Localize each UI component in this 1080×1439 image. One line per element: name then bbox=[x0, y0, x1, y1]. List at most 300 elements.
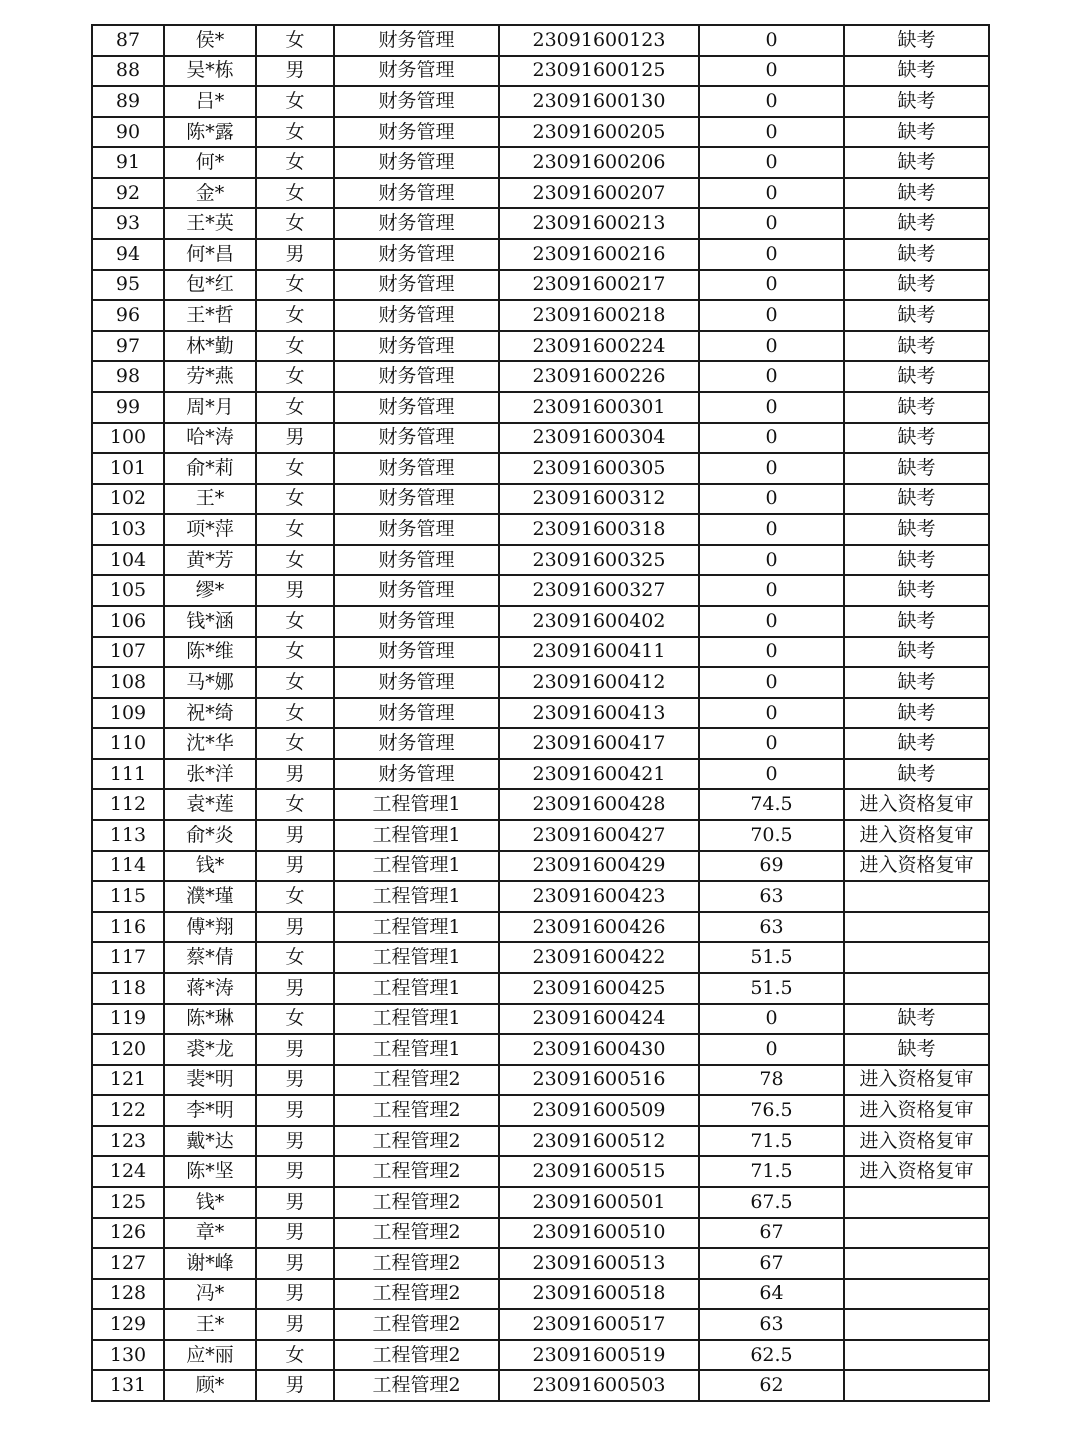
position-cell: 财务管理 bbox=[334, 25, 499, 56]
gender-cell: 女 bbox=[256, 606, 334, 637]
candidate-name-cell: 傅*翔 bbox=[164, 912, 256, 943]
candidate-name-cell: 陈*露 bbox=[164, 117, 256, 148]
score-cell: 0 bbox=[699, 239, 844, 270]
remark-cell: 缺考 bbox=[844, 728, 989, 759]
exam-id-cell: 23091600424 bbox=[499, 1004, 699, 1035]
row-number-cell: 127 bbox=[92, 1248, 164, 1279]
gender-cell: 男 bbox=[256, 1218, 334, 1249]
score-cell: 0 bbox=[699, 178, 844, 209]
remark-cell: 缺考 bbox=[844, 117, 989, 148]
table-row bbox=[92, 239, 989, 270]
candidate-name-cell: 黄*芳 bbox=[164, 545, 256, 576]
candidate-name-cell: 冯* bbox=[164, 1279, 256, 1310]
gender-cell: 男 bbox=[256, 1309, 334, 1340]
row-number-cell: 119 bbox=[92, 1004, 164, 1035]
gender-cell: 女 bbox=[256, 361, 334, 392]
gender-cell: 男 bbox=[256, 1065, 334, 1096]
score-cell: 0 bbox=[699, 270, 844, 301]
exam-id-cell: 23091600425 bbox=[499, 973, 699, 1004]
row-number-cell: 98 bbox=[92, 361, 164, 392]
row-number-cell: 129 bbox=[92, 1309, 164, 1340]
exam-id-cell: 23091600205 bbox=[499, 117, 699, 148]
gender-cell: 男 bbox=[256, 1126, 334, 1157]
exam-id-cell: 23091600516 bbox=[499, 1065, 699, 1096]
remark-cell: 缺考 bbox=[844, 178, 989, 209]
exam-id-cell: 23091600125 bbox=[499, 56, 699, 87]
position-cell: 财务管理 bbox=[334, 208, 499, 239]
score-cell: 78 bbox=[699, 1065, 844, 1096]
score-cell: 76.5 bbox=[699, 1095, 844, 1126]
score-cell: 0 bbox=[699, 759, 844, 790]
exam-id-cell: 23091600513 bbox=[499, 1248, 699, 1279]
score-cell: 0 bbox=[699, 423, 844, 454]
row-number-cell: 95 bbox=[92, 270, 164, 301]
candidate-name-cell: 缪* bbox=[164, 575, 256, 606]
score-cell: 0 bbox=[699, 637, 844, 668]
table-row bbox=[92, 1095, 989, 1126]
candidate-name-cell: 应*丽 bbox=[164, 1340, 256, 1371]
row-number-cell: 89 bbox=[92, 86, 164, 117]
remark-cell bbox=[844, 1309, 989, 1340]
exam-id-cell: 23091600517 bbox=[499, 1309, 699, 1340]
row-number-cell: 109 bbox=[92, 698, 164, 729]
position-cell: 财务管理 bbox=[334, 300, 499, 331]
remark-cell: 缺考 bbox=[844, 300, 989, 331]
exam-id-cell: 23091600503 bbox=[499, 1370, 699, 1401]
score-sheet bbox=[91, 24, 988, 1402]
score-cell: 67 bbox=[699, 1248, 844, 1279]
position-cell: 工程管理1 bbox=[334, 789, 499, 820]
exam-id-cell: 23091600423 bbox=[499, 881, 699, 912]
exam-id-cell: 23091600512 bbox=[499, 1126, 699, 1157]
position-cell: 财务管理 bbox=[334, 453, 499, 484]
score-cell: 69 bbox=[699, 851, 844, 882]
exam-id-cell: 23091600429 bbox=[499, 851, 699, 882]
candidate-name-cell: 王* bbox=[164, 1309, 256, 1340]
position-cell: 工程管理1 bbox=[334, 1034, 499, 1065]
candidate-name-cell: 王*英 bbox=[164, 208, 256, 239]
table-row bbox=[92, 1156, 989, 1187]
position-cell: 财务管理 bbox=[334, 423, 499, 454]
candidate-name-cell: 金* bbox=[164, 178, 256, 209]
position-cell: 工程管理1 bbox=[334, 1004, 499, 1035]
score-cell: 0 bbox=[699, 728, 844, 759]
candidate-name-cell: 裴*明 bbox=[164, 1065, 256, 1096]
candidate-name-cell: 王* bbox=[164, 484, 256, 515]
remark-cell: 缺考 bbox=[844, 575, 989, 606]
position-cell: 工程管理2 bbox=[334, 1218, 499, 1249]
position-cell: 财务管理 bbox=[334, 147, 499, 178]
score-cell: 51.5 bbox=[699, 942, 844, 973]
gender-cell: 男 bbox=[256, 239, 334, 270]
row-number-cell: 121 bbox=[92, 1065, 164, 1096]
gender-cell: 女 bbox=[256, 1340, 334, 1371]
exam-id-cell: 23091600217 bbox=[499, 270, 699, 301]
score-cell: 0 bbox=[699, 667, 844, 698]
table-row bbox=[92, 1309, 989, 1340]
candidate-name-cell: 蔡*倩 bbox=[164, 942, 256, 973]
score-cell: 63 bbox=[699, 1309, 844, 1340]
row-number-cell: 107 bbox=[92, 637, 164, 668]
table-row bbox=[92, 1065, 989, 1096]
gender-cell: 女 bbox=[256, 86, 334, 117]
table-row bbox=[92, 575, 989, 606]
table-row bbox=[92, 514, 989, 545]
row-number-cell: 102 bbox=[92, 484, 164, 515]
gender-cell: 男 bbox=[256, 851, 334, 882]
table-row bbox=[92, 423, 989, 454]
row-number-cell: 91 bbox=[92, 147, 164, 178]
remark-cell: 缺考 bbox=[844, 1004, 989, 1035]
score-cell: 62 bbox=[699, 1370, 844, 1401]
row-number-cell: 92 bbox=[92, 178, 164, 209]
score-cell: 67.5 bbox=[699, 1187, 844, 1218]
remark-cell: 进入资格复审 bbox=[844, 1156, 989, 1187]
exam-id-cell: 23091600426 bbox=[499, 912, 699, 943]
row-number-cell: 96 bbox=[92, 300, 164, 331]
score-cell: 64 bbox=[699, 1279, 844, 1310]
table-row bbox=[92, 1187, 989, 1218]
table-row bbox=[92, 973, 989, 1004]
gender-cell: 女 bbox=[256, 208, 334, 239]
table-row bbox=[92, 147, 989, 178]
remark-cell: 缺考 bbox=[844, 423, 989, 454]
table-row bbox=[92, 759, 989, 790]
score-cell: 0 bbox=[699, 392, 844, 423]
exam-id-cell: 23091600305 bbox=[499, 453, 699, 484]
remark-cell: 缺考 bbox=[844, 698, 989, 729]
gender-cell: 女 bbox=[256, 484, 334, 515]
gender-cell: 女 bbox=[256, 789, 334, 820]
exam-id-cell: 23091600312 bbox=[499, 484, 699, 515]
candidate-name-cell: 吴*栋 bbox=[164, 56, 256, 87]
exam-id-cell: 23091600304 bbox=[499, 423, 699, 454]
row-number-cell: 123 bbox=[92, 1126, 164, 1157]
remark-cell: 缺考 bbox=[844, 361, 989, 392]
score-cell: 0 bbox=[699, 545, 844, 576]
row-number-cell: 118 bbox=[92, 973, 164, 1004]
position-cell: 工程管理2 bbox=[334, 1248, 499, 1279]
exam-id-cell: 23091600130 bbox=[499, 86, 699, 117]
gender-cell: 男 bbox=[256, 1156, 334, 1187]
position-cell: 工程管理1 bbox=[334, 851, 499, 882]
candidate-name-cell: 俞*莉 bbox=[164, 453, 256, 484]
gender-cell: 男 bbox=[256, 759, 334, 790]
row-number-cell: 104 bbox=[92, 545, 164, 576]
score-cell: 0 bbox=[699, 514, 844, 545]
candidate-name-cell: 袁*莲 bbox=[164, 789, 256, 820]
table-row bbox=[92, 851, 989, 882]
gender-cell: 男 bbox=[256, 1370, 334, 1401]
position-cell: 工程管理1 bbox=[334, 912, 499, 943]
table-row bbox=[92, 1279, 989, 1310]
row-number-cell: 93 bbox=[92, 208, 164, 239]
candidate-name-cell: 哈*涛 bbox=[164, 423, 256, 454]
score-cell: 62.5 bbox=[699, 1340, 844, 1371]
position-cell: 财务管理 bbox=[334, 637, 499, 668]
position-cell: 财务管理 bbox=[334, 698, 499, 729]
gender-cell: 女 bbox=[256, 270, 334, 301]
remark-cell bbox=[844, 1340, 989, 1371]
gender-cell: 女 bbox=[256, 698, 334, 729]
exam-id-cell: 23091600509 bbox=[499, 1095, 699, 1126]
gender-cell: 女 bbox=[256, 178, 334, 209]
gender-cell: 男 bbox=[256, 423, 334, 454]
score-cell: 0 bbox=[699, 1034, 844, 1065]
table-row bbox=[92, 637, 989, 668]
exam-id-cell: 23091600417 bbox=[499, 728, 699, 759]
remark-cell bbox=[844, 1279, 989, 1310]
score-cell: 0 bbox=[699, 300, 844, 331]
table-row bbox=[92, 331, 989, 362]
gender-cell: 女 bbox=[256, 453, 334, 484]
position-cell: 工程管理1 bbox=[334, 942, 499, 973]
row-number-cell: 88 bbox=[92, 56, 164, 87]
exam-id-cell: 23091600413 bbox=[499, 698, 699, 729]
exam-id-cell: 23091600226 bbox=[499, 361, 699, 392]
position-cell: 工程管理2 bbox=[334, 1340, 499, 1371]
score-cell: 0 bbox=[699, 117, 844, 148]
position-cell: 工程管理1 bbox=[334, 881, 499, 912]
position-cell: 财务管理 bbox=[334, 667, 499, 698]
gender-cell: 男 bbox=[256, 1248, 334, 1279]
row-number-cell: 116 bbox=[92, 912, 164, 943]
table-row bbox=[92, 881, 989, 912]
row-number-cell: 97 bbox=[92, 331, 164, 362]
remark-cell: 缺考 bbox=[844, 239, 989, 270]
row-number-cell: 120 bbox=[92, 1034, 164, 1065]
score-cell: 0 bbox=[699, 575, 844, 606]
position-cell: 财务管理 bbox=[334, 117, 499, 148]
candidate-name-cell: 戴*达 bbox=[164, 1126, 256, 1157]
table-row bbox=[92, 270, 989, 301]
candidate-name-cell: 章* bbox=[164, 1218, 256, 1249]
table-row bbox=[92, 117, 989, 148]
table-row bbox=[92, 1248, 989, 1279]
position-cell: 工程管理2 bbox=[334, 1126, 499, 1157]
results-table bbox=[91, 24, 990, 1402]
gender-cell: 女 bbox=[256, 667, 334, 698]
remark-cell: 缺考 bbox=[844, 208, 989, 239]
remark-cell: 缺考 bbox=[844, 637, 989, 668]
gender-cell: 女 bbox=[256, 728, 334, 759]
candidate-name-cell: 陈*坚 bbox=[164, 1156, 256, 1187]
exam-id-cell: 23091600518 bbox=[499, 1279, 699, 1310]
row-number-cell: 87 bbox=[92, 25, 164, 56]
exam-id-cell: 23091600218 bbox=[499, 300, 699, 331]
position-cell: 工程管理1 bbox=[334, 973, 499, 1004]
gender-cell: 女 bbox=[256, 637, 334, 668]
remark-cell bbox=[844, 1187, 989, 1218]
score-cell: 74.5 bbox=[699, 789, 844, 820]
score-cell: 0 bbox=[699, 208, 844, 239]
gender-cell: 女 bbox=[256, 392, 334, 423]
exam-id-cell: 23091600402 bbox=[499, 606, 699, 637]
score-cell: 67 bbox=[699, 1218, 844, 1249]
gender-cell: 女 bbox=[256, 942, 334, 973]
remark-cell bbox=[844, 942, 989, 973]
candidate-name-cell: 濮*瑾 bbox=[164, 881, 256, 912]
position-cell: 工程管理2 bbox=[334, 1065, 499, 1096]
candidate-name-cell: 何* bbox=[164, 147, 256, 178]
score-cell: 0 bbox=[699, 147, 844, 178]
gender-cell: 女 bbox=[256, 147, 334, 178]
position-cell: 工程管理2 bbox=[334, 1309, 499, 1340]
exam-id-cell: 23091600224 bbox=[499, 331, 699, 362]
score-cell: 0 bbox=[699, 25, 844, 56]
candidate-name-cell: 陈*琳 bbox=[164, 1004, 256, 1035]
row-number-cell: 130 bbox=[92, 1340, 164, 1371]
position-cell: 工程管理2 bbox=[334, 1156, 499, 1187]
gender-cell: 男 bbox=[256, 973, 334, 1004]
gender-cell: 男 bbox=[256, 56, 334, 87]
score-cell: 70.5 bbox=[699, 820, 844, 851]
table-row bbox=[92, 1218, 989, 1249]
row-number-cell: 125 bbox=[92, 1187, 164, 1218]
row-number-cell: 106 bbox=[92, 606, 164, 637]
score-cell: 0 bbox=[699, 698, 844, 729]
exam-id-cell: 23091600519 bbox=[499, 1340, 699, 1371]
position-cell: 财务管理 bbox=[334, 759, 499, 790]
row-number-cell: 110 bbox=[92, 728, 164, 759]
table-row bbox=[92, 667, 989, 698]
remark-cell: 进入资格复审 bbox=[844, 789, 989, 820]
candidate-name-cell: 马*娜 bbox=[164, 667, 256, 698]
remark-cell: 缺考 bbox=[844, 606, 989, 637]
score-cell: 71.5 bbox=[699, 1156, 844, 1187]
remark-cell: 缺考 bbox=[844, 514, 989, 545]
exam-id-cell: 23091600421 bbox=[499, 759, 699, 790]
remark-cell: 缺考 bbox=[844, 270, 989, 301]
candidate-name-cell: 顾* bbox=[164, 1370, 256, 1401]
remark-cell: 进入资格复审 bbox=[844, 1095, 989, 1126]
remark-cell: 缺考 bbox=[844, 484, 989, 515]
exam-id-cell: 23091600318 bbox=[499, 514, 699, 545]
exam-id-cell: 23091600301 bbox=[499, 392, 699, 423]
table-row bbox=[92, 86, 989, 117]
gender-cell: 男 bbox=[256, 912, 334, 943]
table-row bbox=[92, 392, 989, 423]
gender-cell: 女 bbox=[256, 25, 334, 56]
position-cell: 财务管理 bbox=[334, 270, 499, 301]
row-number-cell: 114 bbox=[92, 851, 164, 882]
exam-id-cell: 23091600206 bbox=[499, 147, 699, 178]
table-row bbox=[92, 484, 989, 515]
exam-id-cell: 23091600123 bbox=[499, 25, 699, 56]
score-cell: 0 bbox=[699, 86, 844, 117]
candidate-name-cell: 何*昌 bbox=[164, 239, 256, 270]
candidate-name-cell: 侯* bbox=[164, 25, 256, 56]
position-cell: 财务管理 bbox=[334, 56, 499, 87]
table-row bbox=[92, 698, 989, 729]
row-number-cell: 124 bbox=[92, 1156, 164, 1187]
table-row bbox=[92, 208, 989, 239]
exam-id-cell: 23091600325 bbox=[499, 545, 699, 576]
gender-cell: 男 bbox=[256, 1187, 334, 1218]
remark-cell bbox=[844, 1248, 989, 1279]
table-row bbox=[92, 178, 989, 209]
candidate-name-cell: 钱* bbox=[164, 1187, 256, 1218]
score-cell: 63 bbox=[699, 912, 844, 943]
candidate-name-cell: 祝*绮 bbox=[164, 698, 256, 729]
remark-cell: 缺考 bbox=[844, 86, 989, 117]
candidate-name-cell: 谢*峰 bbox=[164, 1248, 256, 1279]
table-row bbox=[92, 300, 989, 331]
candidate-name-cell: 王*哲 bbox=[164, 300, 256, 331]
score-cell: 0 bbox=[699, 1004, 844, 1035]
remark-cell: 缺考 bbox=[844, 1034, 989, 1065]
candidate-name-cell: 劳*燕 bbox=[164, 361, 256, 392]
table-row bbox=[92, 361, 989, 392]
table-row bbox=[92, 912, 989, 943]
exam-id-cell: 23091600428 bbox=[499, 789, 699, 820]
table-row bbox=[92, 1004, 989, 1035]
position-cell: 工程管理2 bbox=[334, 1370, 499, 1401]
candidate-name-cell: 俞*炎 bbox=[164, 820, 256, 851]
candidate-name-cell: 沈*华 bbox=[164, 728, 256, 759]
exam-id-cell: 23091600515 bbox=[499, 1156, 699, 1187]
remark-cell: 进入资格复审 bbox=[844, 1065, 989, 1096]
remark-cell bbox=[844, 1218, 989, 1249]
score-cell: 0 bbox=[699, 331, 844, 362]
score-cell: 0 bbox=[699, 361, 844, 392]
row-number-cell: 113 bbox=[92, 820, 164, 851]
score-cell: 51.5 bbox=[699, 973, 844, 1004]
remark-cell: 缺考 bbox=[844, 56, 989, 87]
row-number-cell: 90 bbox=[92, 117, 164, 148]
exam-id-cell: 23091600501 bbox=[499, 1187, 699, 1218]
remark-cell: 缺考 bbox=[844, 667, 989, 698]
gender-cell: 女 bbox=[256, 881, 334, 912]
row-number-cell: 115 bbox=[92, 881, 164, 912]
remark-cell bbox=[844, 881, 989, 912]
table-body bbox=[92, 25, 989, 1401]
position-cell: 工程管理2 bbox=[334, 1095, 499, 1126]
table-row bbox=[92, 1126, 989, 1157]
exam-id-cell: 23091600510 bbox=[499, 1218, 699, 1249]
candidate-name-cell: 林*勤 bbox=[164, 331, 256, 362]
position-cell: 财务管理 bbox=[334, 392, 499, 423]
row-number-cell: 101 bbox=[92, 453, 164, 484]
table-row bbox=[92, 820, 989, 851]
position-cell: 财务管理 bbox=[334, 361, 499, 392]
score-cell: 0 bbox=[699, 606, 844, 637]
table-row bbox=[92, 1370, 989, 1401]
candidate-name-cell: 钱* bbox=[164, 851, 256, 882]
table-row bbox=[92, 1034, 989, 1065]
row-number-cell: 100 bbox=[92, 423, 164, 454]
candidate-name-cell: 包*红 bbox=[164, 270, 256, 301]
position-cell: 财务管理 bbox=[334, 728, 499, 759]
gender-cell: 男 bbox=[256, 1034, 334, 1065]
exam-id-cell: 23091600411 bbox=[499, 637, 699, 668]
gender-cell: 女 bbox=[256, 1004, 334, 1035]
row-number-cell: 111 bbox=[92, 759, 164, 790]
remark-cell bbox=[844, 1370, 989, 1401]
row-number-cell: 112 bbox=[92, 789, 164, 820]
position-cell: 财务管理 bbox=[334, 239, 499, 270]
position-cell: 工程管理2 bbox=[334, 1279, 499, 1310]
exam-id-cell: 23091600422 bbox=[499, 942, 699, 973]
gender-cell: 男 bbox=[256, 1279, 334, 1310]
remark-cell bbox=[844, 973, 989, 1004]
remark-cell: 进入资格复审 bbox=[844, 1126, 989, 1157]
position-cell: 财务管理 bbox=[334, 545, 499, 576]
row-number-cell: 131 bbox=[92, 1370, 164, 1401]
candidate-name-cell: 项*萍 bbox=[164, 514, 256, 545]
candidate-name-cell: 陈*维 bbox=[164, 637, 256, 668]
row-number-cell: 94 bbox=[92, 239, 164, 270]
